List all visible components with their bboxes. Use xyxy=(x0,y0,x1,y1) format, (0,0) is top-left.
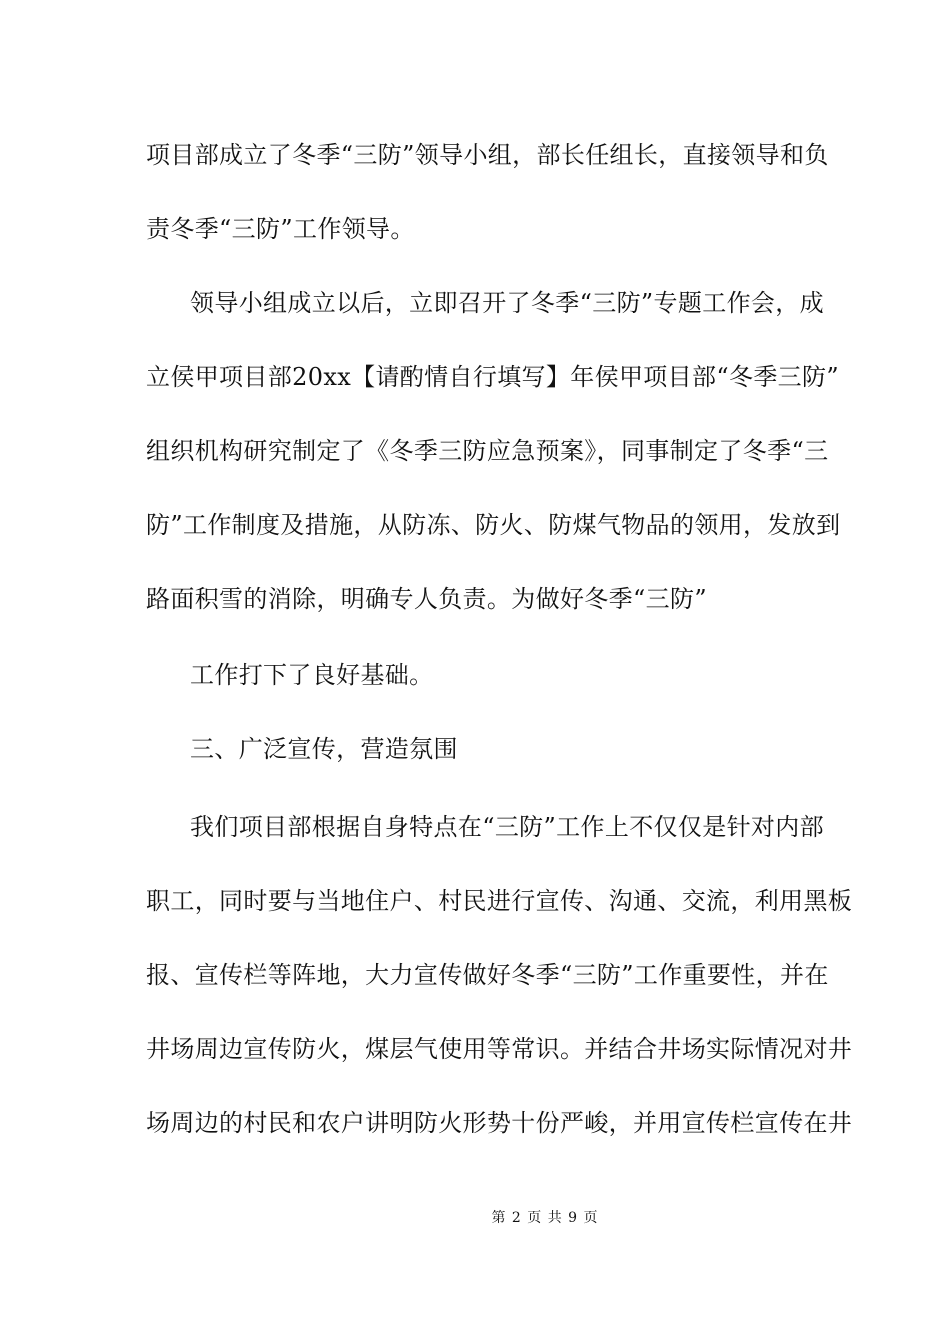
text-line-7: 路面积雪的消除，明确专人负责。为做好冬季“三防” xyxy=(146,585,707,613)
text-line-10: 我们项目部根据自身特点在“三防”工作上不仅仅是针对内部 xyxy=(190,813,824,841)
text-line-1: 项目部成立了冬季“三防”领导小组，部长任组长，直接领导和负 xyxy=(146,141,829,169)
text-line-6: 防”工作制度及措施，从防冻、防火、防煤气物品的领用，发放到 xyxy=(146,511,841,539)
text-line-4: 立侯甲项目部20xx【请酌情自行填写】年侯甲项目部“冬季三防” xyxy=(146,363,839,391)
text-line-11: 职工，同时要与当地住户、村民进行宣传、沟通、交流，利用黑板 xyxy=(146,887,853,915)
page-number-footer: 第 2 页 共 9 页 xyxy=(491,1210,599,1226)
text-line-2: 责冬季“三防”工作领导。 xyxy=(146,215,415,243)
text-line-13: 井场周边宣传防火，煤层气使用等常识。并结合井场实际情况对井 xyxy=(146,1035,853,1063)
text-line-12: 报、宣传栏等阵地，大力宣传做好冬季“三防”工作重要性，并在 xyxy=(146,961,829,989)
text-line-8: 工作打下了良好基础。 xyxy=(190,661,434,689)
text-line-5: 组织机构研究制定了《冬季三防应急预案》，同事制定了冬季“三 xyxy=(146,437,829,465)
text-line-14: 场周边的村民和农户讲明防火形势十份严峻，并用宣传栏宣传在井 xyxy=(146,1109,853,1137)
section-heading: 三、广泛宣传，营造氛围 xyxy=(190,735,458,763)
text-line-3: 领导小组成立以后，立即召开了冬季“三防”专题工作会，成 xyxy=(190,289,824,317)
